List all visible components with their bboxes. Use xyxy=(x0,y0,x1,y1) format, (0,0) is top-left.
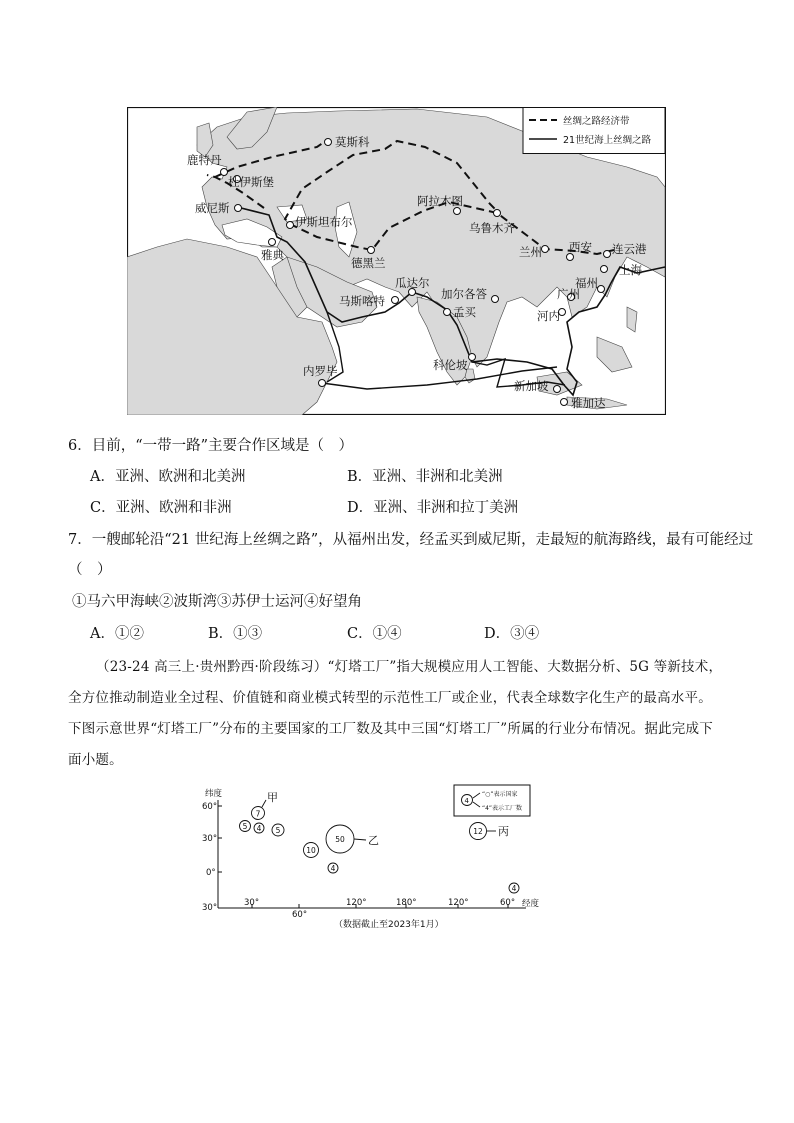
passage-line-3: 下图示意世界“灯塔工厂”分布的主要国家的工厂数及其中三国“灯塔工厂”所属的行业分布情况。据此完成下 xyxy=(68,721,713,737)
x-tick-30e: 30° xyxy=(244,898,260,908)
q6-option-a[interactable]: A．亚洲、欧洲和北美洲 xyxy=(90,469,246,485)
x-axis-title: 经度 xyxy=(522,899,540,909)
venice-marker xyxy=(235,205,242,212)
factory-count: 5 xyxy=(275,826,281,835)
fuzhou-marker xyxy=(598,286,605,293)
y-tick-30s: 30° xyxy=(202,903,218,913)
q7-option-b[interactable]: B．①③ xyxy=(208,626,263,642)
jakarta-marker xyxy=(561,399,568,406)
label-lanzhou: 兰州 xyxy=(519,245,542,259)
q7-option-d[interactable]: D．③④ xyxy=(484,626,540,642)
label-almaty: 阿拉木图 xyxy=(417,194,463,208)
figure2-note: （数据截止至2023年1月） xyxy=(334,920,444,930)
label-kolkata: 加尔各答 xyxy=(441,287,487,301)
label-muscat: 马斯喀特 xyxy=(339,294,385,308)
xian-marker xyxy=(567,254,574,261)
figure2-legend xyxy=(454,785,530,816)
factory-count: 4 xyxy=(511,884,517,893)
moscow-marker xyxy=(325,139,332,146)
label-xian: 西安 xyxy=(569,240,592,254)
factory-count: 7 xyxy=(255,809,261,819)
label-jakarta: 雅加达 xyxy=(571,396,606,410)
label-tehran: 德黑兰 xyxy=(351,256,386,270)
factory-count: 12 xyxy=(473,827,483,836)
urumqi-marker xyxy=(494,210,501,217)
label-urumqi: 乌鲁木齐 xyxy=(469,221,515,235)
factory-count: 10 xyxy=(306,846,316,855)
q6-option-b[interactable]: B．亚洲、非洲和北美洲 xyxy=(347,469,503,485)
legend-land-route: 丝绸之路经济带 xyxy=(563,116,630,127)
athens-marker xyxy=(269,239,276,246)
label-shanghai: 上海 xyxy=(619,263,642,277)
q6-stem: 6．目前，“一带一路”主要合作区域是（ ） xyxy=(68,438,354,454)
istanbul-marker xyxy=(287,222,294,229)
y-tick-60n: 60° xyxy=(202,802,218,812)
belt-and-road-map xyxy=(127,107,666,415)
factory-count: 5 xyxy=(242,822,248,831)
lighthouse-factory-figure xyxy=(196,782,540,932)
label-athens: 雅典 xyxy=(261,248,284,262)
legend-circle-meaning: “○”表示国家 xyxy=(482,791,518,798)
legend-sample-number: 4 xyxy=(464,797,469,805)
label-gwadar: 瓜达尔 xyxy=(395,276,430,290)
legend-number-meaning: “4”表示工厂数 xyxy=(482,805,523,812)
q6-option-d[interactable]: D．亚洲、非洲和拉丁美洲 xyxy=(347,500,519,516)
mumbai-marker xyxy=(444,309,451,316)
factory-count: 4 xyxy=(330,864,336,873)
label-colombo: 科伦坡 xyxy=(433,358,468,372)
label-nairobi: 内罗毕 xyxy=(303,364,338,378)
label-bing: 丙 xyxy=(498,825,509,838)
label-fuzhou: 福州 xyxy=(575,276,598,290)
y-tick-0: 0° xyxy=(206,868,216,878)
label-duisburg: 杜伊斯堡 xyxy=(228,175,274,189)
q7-option-a[interactable]: A．①② xyxy=(90,626,144,642)
q7-items: ①马六甲海峡②波斯湾③苏伊士运河④好望角 xyxy=(72,594,362,610)
label-venice: 威尼斯 xyxy=(195,201,230,215)
tehran-marker xyxy=(368,247,375,254)
factory-count: 4 xyxy=(256,824,262,833)
nairobi-marker xyxy=(319,380,326,387)
label-istanbul: 伊斯坦布尔 xyxy=(295,215,353,229)
muscat-marker xyxy=(392,297,399,304)
legend-sea-route: 21世纪海上丝绸之路 xyxy=(563,135,652,146)
y-tick-30n: 30° xyxy=(202,834,218,844)
colombo-marker xyxy=(469,354,476,361)
y-axis-title: 纬度 xyxy=(205,789,223,799)
singapore-marker xyxy=(554,386,561,393)
label-rotterdam: 鹿特丹 xyxy=(187,153,222,167)
almaty-marker xyxy=(454,208,461,215)
shanghai-marker xyxy=(601,266,608,273)
label-hanoi: 河内 xyxy=(537,309,560,323)
x-tick-60w: 60° xyxy=(500,898,516,908)
x-tick-120e: 120° xyxy=(346,898,367,908)
label-jia: 甲 xyxy=(267,791,278,804)
kolkata-marker xyxy=(492,296,499,303)
label-lianyungang: 连云港 xyxy=(612,242,647,256)
label-yi: 乙 xyxy=(368,834,379,847)
label-singapore: 新加坡 xyxy=(514,379,549,393)
passage-line-4: 面小题。 xyxy=(68,752,123,768)
x-tick-60e: 60° xyxy=(292,910,308,920)
x-tick-120w: 120° xyxy=(448,898,469,908)
q7-paren: （ ） xyxy=(68,562,112,578)
q7-option-c[interactable]: C．①④ xyxy=(347,626,402,642)
passage-line-2: 全方位推动制造业全过程、价值链和商业模式转型的示范性工厂或企业，代表全球数字化生产的最高水平。 xyxy=(68,690,712,706)
factory-count: 50 xyxy=(335,835,345,844)
label-moscow: 莫斯科 xyxy=(335,135,370,149)
label-mumbai: 孟买 xyxy=(453,305,476,319)
map-legend xyxy=(523,108,665,154)
x-tick-180: 180° xyxy=(396,898,417,908)
q7-stem: 7．一艘邮轮沿“21 世纪海上丝绸之路”，从福州出发，经孟买到威尼斯，走最短的航海路线，最有可能经过 xyxy=(68,532,754,548)
lanzhou-marker xyxy=(542,246,549,253)
label-guangzhou: 广州 xyxy=(557,287,580,301)
q6-option-c[interactable]: C．亚洲、欧洲和非洲 xyxy=(90,500,232,516)
passage-line-1: （23-24 高三上·贵州黔西·阶段练习）“灯塔工厂”指大规模应用人工智能、大数据分析、5G 等新技术， xyxy=(96,659,723,675)
rotterdam-marker xyxy=(221,169,228,176)
lianyungang-marker xyxy=(604,251,611,258)
